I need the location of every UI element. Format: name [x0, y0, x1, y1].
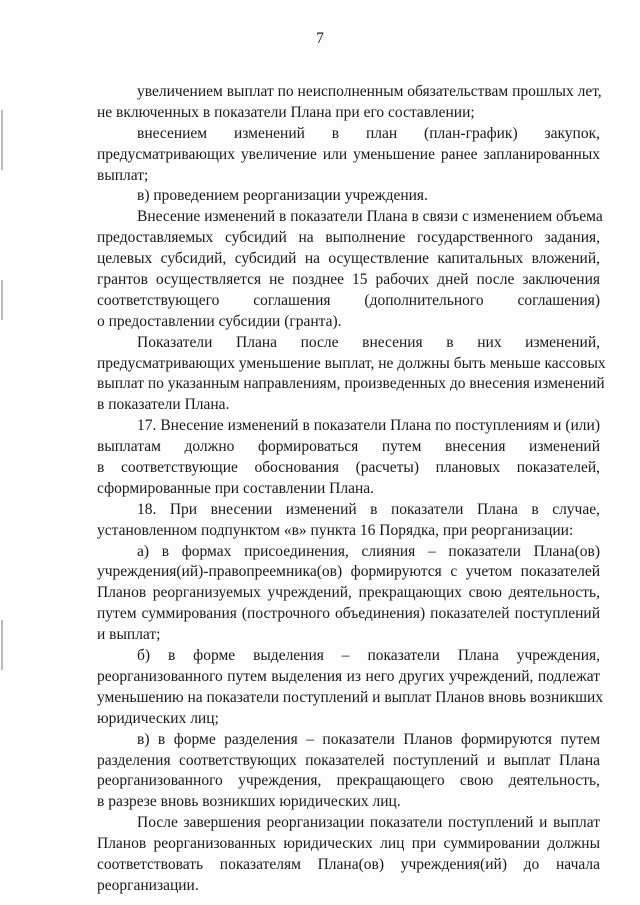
text-line: предусматривающих увеличение или уменьшение ранее запланированных	[97, 145, 600, 163]
text-line: 18. При внесении изменений в показатели Плана в случае,	[137, 500, 600, 518]
text-line: После завершения реорганизации показатели поступлений и выплат	[137, 814, 600, 832]
text-line: в показатели Плана.	[97, 396, 230, 414]
text-line: внесением изменений в план (план-график) закупок,	[137, 124, 600, 142]
text-line: 17. Внесение изменений в показатели Плана по поступлениям и (или)	[137, 417, 600, 435]
text-line: Планов реорганизуемых учреждений, прекращающих свою деятельность,	[97, 584, 600, 602]
text-line: в разрезе вновь возникших юридических лиц.	[97, 793, 401, 811]
page-number: 7	[316, 30, 324, 47]
body-text	[97, 82, 606, 897]
text-line: установленном подпунктом «в» пункта 16 Порядка, при реорганизации:	[97, 521, 574, 539]
text-line: а) в формах присоединения, слияния – показатели Плана(ов)	[137, 542, 600, 560]
text-line: Планов реорганизованных юридических лиц при суммировании должны	[97, 835, 600, 853]
text-line: в) проведением реорганизации учреждения.	[137, 187, 428, 205]
text-line: выплат по указанным направлениям, произведенных до внесения изменений	[97, 375, 605, 393]
text-line: предоставляемых субсидий на выполнение государственного задания,	[97, 229, 600, 247]
text-line: путем суммирования (построчного объединения) показателей поступлений	[97, 605, 600, 623]
text-line: выплатам должно формироваться путем внесения изменений	[97, 438, 600, 456]
text-line: увеличением выплат по неисполненным обязательствам прошлых лет,	[137, 83, 602, 100]
scan-edge-mark	[1, 110, 3, 170]
text-line: не включенных в показатели Плана при его составлении;	[97, 103, 475, 121]
text-line: соответствующего соглашения (дополнительного соглашения)	[97, 291, 600, 309]
text-line: учреждения(ий)-правопреемника(ов) формируются с учетом показателей	[97, 563, 600, 581]
text-line: предусматривающих уменьшение выплат, не должны быть меньше кассовых	[97, 354, 606, 372]
text-line: выплат;	[97, 166, 149, 184]
text-line: юридических лиц;	[97, 709, 219, 727]
scan-edge-mark	[1, 280, 3, 320]
text-line: о предоставлении субсидии (гранта).	[97, 312, 342, 330]
scan-edge-mark	[1, 620, 3, 670]
text-line: грантов осуществляется не позднее 15 рабочих дней после заключения	[97, 271, 600, 289]
text-line: разделения соответствующих показателей поступлений и выплат Плана	[97, 751, 600, 769]
text-line: Показатели Плана после внесения в них изменений,	[137, 333, 600, 351]
text-line: соответствовать показателям Плана(ов) учреждения(ий) до начала	[97, 855, 600, 873]
text-line: и выплат;	[97, 626, 161, 644]
text-line: целевых субсидий, субсидий на осуществление капитальных вложений,	[97, 250, 600, 268]
text-line: реорганизованного путем выделения из него других учреждений, подлежат	[97, 667, 600, 685]
text-line: в) в форме разделения – показатели Планов формируются путем	[137, 730, 600, 748]
text-line: реорганизованного учреждения, прекращающего свою деятельность,	[97, 772, 600, 790]
text-line: уменьшению на показатели поступлений и выплат Планов вновь возникших	[97, 688, 604, 706]
text-line: в соответствующие обоснования (расчеты) плановых показателей,	[97, 459, 600, 477]
text-line: Внесение изменений в показатели Плана в связи с изменением объема	[137, 208, 603, 226]
text-line: сформированные при составлении Плана.	[97, 479, 375, 497]
text-line: реорганизации.	[97, 876, 199, 894]
text-line: б) в форме выделения – показатели Плана учреждения,	[137, 647, 600, 665]
